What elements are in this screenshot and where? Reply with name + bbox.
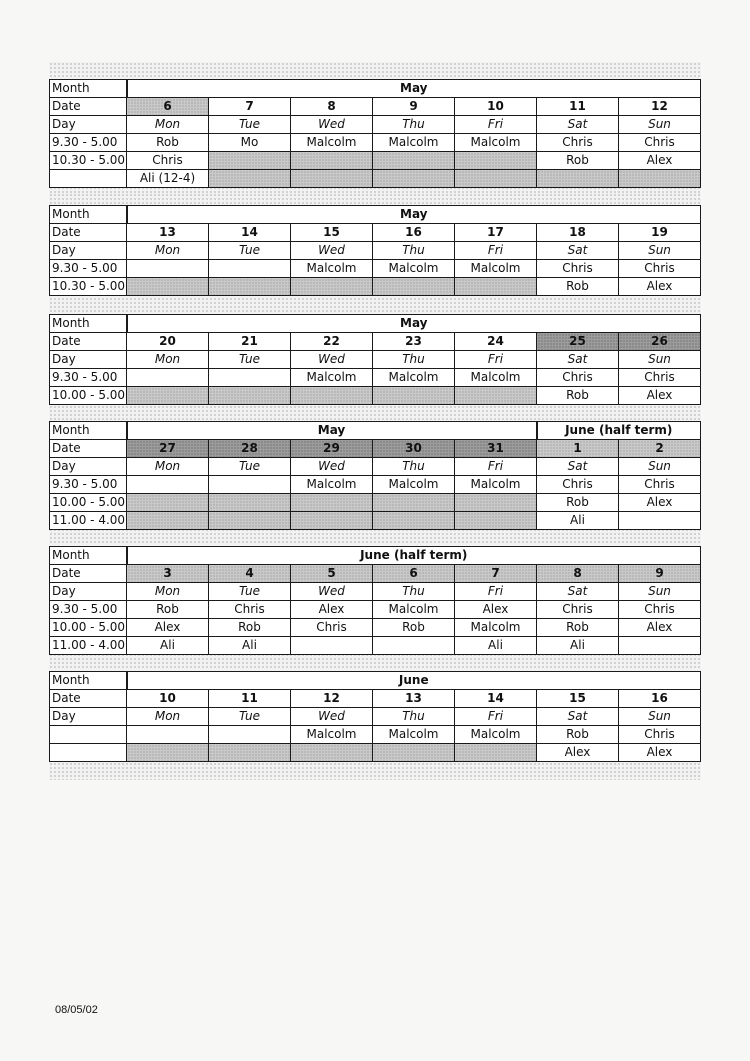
date-cell: 25 (537, 333, 619, 351)
date-row (50, 98, 701, 116)
date-cell: 11 (537, 98, 619, 116)
day-cell: Mon (127, 583, 209, 601)
rota-table (49, 421, 701, 530)
row-label: Date (50, 224, 127, 242)
staff-cell: Chris (619, 134, 701, 152)
month-row (50, 422, 701, 440)
row-label: Date (50, 690, 127, 708)
date-cell: 20 (127, 333, 209, 351)
staff-cell: Malcolm (373, 601, 455, 619)
day-cell: Thu (373, 242, 455, 260)
staff-cell (127, 260, 209, 278)
day-cell: Thu (373, 583, 455, 601)
staff-cell (127, 744, 209, 762)
staff-cell: Rob (537, 726, 619, 744)
day-cell: Sun (619, 242, 701, 260)
staff-cell: Ali (537, 512, 619, 530)
date-cell: 5 (291, 565, 373, 583)
staff-cell (291, 744, 373, 762)
shift-row (50, 726, 701, 744)
staff-cell: Malcolm (291, 476, 373, 494)
month-row (50, 206, 701, 224)
staff-cell: Malcolm (455, 134, 537, 152)
staff-cell (455, 494, 537, 512)
staff-cell: Ali (209, 637, 291, 655)
day-cell: Thu (373, 116, 455, 134)
date-cell: 10 (455, 98, 537, 116)
day-cell: Mon (127, 458, 209, 476)
staff-cell (209, 278, 291, 296)
staff-cell (373, 278, 455, 296)
row-label: 9.30 - 5.00 (50, 601, 127, 619)
shift-row (50, 637, 701, 655)
staff-cell: Rob (127, 134, 209, 152)
staff-cell: Alex (537, 744, 619, 762)
month-cell: June (127, 672, 701, 690)
date-cell: 18 (537, 224, 619, 242)
staff-cell: Malcolm (373, 260, 455, 278)
day-cell: Wed (291, 351, 373, 369)
staff-cell: Malcolm (291, 134, 373, 152)
day-cell: Mon (127, 351, 209, 369)
day-cell: Tue (209, 708, 291, 726)
day-cell: Sun (619, 708, 701, 726)
shift-row (50, 619, 701, 637)
row-label: 11.00 - 4.00 (50, 512, 127, 530)
staff-cell (127, 387, 209, 405)
date-row (50, 690, 701, 708)
staff-cell: Rob (537, 619, 619, 637)
staff-cell: Chris (619, 476, 701, 494)
date-cell: 22 (291, 333, 373, 351)
staff-cell (209, 152, 291, 170)
day-row (50, 242, 701, 260)
staff-cell: Alex (291, 601, 373, 619)
staff-cell (455, 387, 537, 405)
staff-cell (291, 170, 373, 188)
staff-cell: Chris (537, 601, 619, 619)
row-label: 10.00 - 5.00 (50, 494, 127, 512)
month-row (50, 547, 701, 565)
row-label: 10.30 - 5.00 (50, 278, 127, 296)
staff-cell: Chris (127, 152, 209, 170)
date-cell: 14 (455, 690, 537, 708)
print-date: 08/05/02 (55, 1004, 98, 1016)
staff-cell (291, 152, 373, 170)
staff-cell: Alex (619, 619, 701, 637)
row-label: Day (50, 708, 127, 726)
staff-cell: Alex (455, 601, 537, 619)
day-cell: Fri (455, 242, 537, 260)
date-row (50, 333, 701, 351)
row-label (50, 726, 127, 744)
month-cell: May (127, 315, 701, 333)
day-cell: Sun (619, 583, 701, 601)
date-cell: 9 (373, 98, 455, 116)
staff-cell (127, 369, 209, 387)
staff-cell: Malcolm (373, 134, 455, 152)
staff-cell: Chris (291, 619, 373, 637)
staff-cell (209, 170, 291, 188)
staff-cell (291, 387, 373, 405)
row-label: 10.00 - 5.00 (50, 619, 127, 637)
date-cell: 13 (127, 224, 209, 242)
shift-row (50, 134, 701, 152)
week-table-2 (49, 193, 701, 305)
staff-cell (209, 387, 291, 405)
date-row (50, 565, 701, 583)
staff-cell (291, 637, 373, 655)
date-cell: 9 (619, 565, 701, 583)
day-cell: Thu (373, 458, 455, 476)
row-label: Date (50, 565, 127, 583)
rota-table (49, 671, 701, 762)
staff-cell (455, 170, 537, 188)
staff-cell (619, 170, 701, 188)
date-cell: 27 (127, 440, 209, 458)
shift-row (50, 601, 701, 619)
date-cell: 28 (209, 440, 291, 458)
staff-cell: Ali (455, 637, 537, 655)
staff-cell (209, 744, 291, 762)
staff-cell: Malcolm (373, 476, 455, 494)
day-cell: Thu (373, 351, 455, 369)
staff-cell: Malcolm (291, 260, 373, 278)
shift-row (50, 387, 701, 405)
day-cell: Tue (209, 583, 291, 601)
day-cell: Sun (619, 458, 701, 476)
row-label: 9.30 - 5.00 (50, 369, 127, 387)
day-cell: Sat (537, 458, 619, 476)
staff-cell: Chris (619, 601, 701, 619)
staff-cell (209, 726, 291, 744)
day-cell: Tue (209, 351, 291, 369)
day-cell: Sat (537, 351, 619, 369)
row-label: Month (50, 672, 127, 690)
staff-cell: Malcolm (455, 619, 537, 637)
month-cell: May (127, 80, 701, 98)
day-cell: Wed (291, 242, 373, 260)
day-cell: Wed (291, 458, 373, 476)
day-cell: Fri (455, 351, 537, 369)
date-cell: 12 (619, 98, 701, 116)
day-row (50, 351, 701, 369)
staff-cell: Alex (619, 278, 701, 296)
date-cell: 7 (455, 565, 537, 583)
staff-cell: Malcolm (455, 726, 537, 744)
day-cell: Wed (291, 583, 373, 601)
week-table-3 (49, 305, 701, 420)
staff-cell: Chris (537, 476, 619, 494)
staff-cell (455, 512, 537, 530)
day-cell: Fri (455, 116, 537, 134)
date-cell: 1 (537, 440, 619, 458)
date-cell: 16 (619, 690, 701, 708)
staff-cell: Ali (12-4) (127, 170, 209, 188)
date-cell: 17 (455, 224, 537, 242)
date-cell: 12 (291, 690, 373, 708)
day-cell: Mon (127, 116, 209, 134)
month-row (50, 80, 701, 98)
date-cell: 24 (455, 333, 537, 351)
day-cell: Mon (127, 242, 209, 260)
date-cell: 15 (291, 224, 373, 242)
day-cell: Sat (537, 116, 619, 134)
date-cell: 21 (209, 333, 291, 351)
day-cell: Sat (537, 708, 619, 726)
date-cell: 8 (537, 565, 619, 583)
day-cell: Tue (209, 116, 291, 134)
date-cell: 15 (537, 690, 619, 708)
staff-cell: Alex (619, 152, 701, 170)
day-cell: Thu (373, 708, 455, 726)
date-cell: 2 (619, 440, 701, 458)
staff-cell: Chris (619, 260, 701, 278)
staff-cell (209, 260, 291, 278)
staff-cell: Ali (537, 637, 619, 655)
staff-cell (291, 512, 373, 530)
row-label: Day (50, 242, 127, 260)
staff-cell (127, 278, 209, 296)
day-cell: Fri (455, 458, 537, 476)
month-cell: June (half term) (537, 422, 701, 440)
row-label: Month (50, 547, 127, 565)
row-label: Day (50, 351, 127, 369)
month-row (50, 672, 701, 690)
date-cell: 6 (127, 98, 209, 116)
row-label (50, 744, 127, 762)
staff-cell (373, 170, 455, 188)
week-table-6 (49, 670, 701, 780)
staff-cell (291, 494, 373, 512)
staff-cell (209, 512, 291, 530)
day-cell: Wed (291, 708, 373, 726)
staff-cell (373, 637, 455, 655)
staff-cell: Rob (209, 619, 291, 637)
staff-cell: Malcolm (455, 476, 537, 494)
staff-cell: Malcolm (373, 369, 455, 387)
date-cell: 23 (373, 333, 455, 351)
row-label: 9.30 - 5.00 (50, 260, 127, 278)
day-cell: Tue (209, 242, 291, 260)
row-label: Day (50, 458, 127, 476)
week-table-1 (49, 62, 701, 193)
staff-cell (209, 476, 291, 494)
shift-row (50, 170, 701, 188)
staff-cell: Rob (537, 152, 619, 170)
staff-cell (373, 387, 455, 405)
rota-table (49, 205, 701, 296)
row-label: Month (50, 80, 127, 98)
date-cell: 30 (373, 440, 455, 458)
staff-cell (209, 494, 291, 512)
day-cell: Tue (209, 458, 291, 476)
row-label: 9.30 - 5.00 (50, 476, 127, 494)
row-label (50, 170, 127, 188)
day-cell: Wed (291, 116, 373, 134)
row-label: Month (50, 206, 127, 224)
day-row (50, 583, 701, 601)
date-cell: 19 (619, 224, 701, 242)
staff-cell: Rob (537, 278, 619, 296)
staff-cell (127, 726, 209, 744)
month-cell: June (half term) (127, 547, 701, 565)
row-label: Month (50, 315, 127, 333)
week-table-4 (49, 420, 701, 545)
week-table-5 (49, 545, 701, 670)
staff-cell: Mo (209, 134, 291, 152)
day-cell: Fri (455, 583, 537, 601)
staff-cell: Alex (127, 619, 209, 637)
staff-cell (455, 152, 537, 170)
staff-cell (373, 512, 455, 530)
date-row (50, 440, 701, 458)
staff-cell (619, 512, 701, 530)
staff-cell: Chris (537, 369, 619, 387)
date-cell: 16 (373, 224, 455, 242)
staff-cell: Malcolm (291, 369, 373, 387)
staff-cell (127, 476, 209, 494)
day-cell: Sat (537, 242, 619, 260)
staff-cell (127, 494, 209, 512)
date-row (50, 224, 701, 242)
day-cell: Sun (619, 351, 701, 369)
row-label: Month (50, 422, 127, 440)
staff-cell: Malcolm (455, 369, 537, 387)
month-row (50, 315, 701, 333)
staff-cell: Alex (619, 494, 701, 512)
rota-table (49, 79, 701, 188)
date-cell: 31 (455, 440, 537, 458)
row-label: 10.30 - 5.00 (50, 152, 127, 170)
staff-cell (373, 744, 455, 762)
row-label: 9.30 - 5.00 (50, 134, 127, 152)
date-cell: 26 (619, 333, 701, 351)
row-label: Date (50, 98, 127, 116)
staff-cell: Malcolm (373, 726, 455, 744)
shift-row (50, 494, 701, 512)
row-label: Day (50, 116, 127, 134)
staff-cell (373, 152, 455, 170)
shift-row (50, 152, 701, 170)
row-label: Date (50, 440, 127, 458)
staff-cell: Ali (127, 637, 209, 655)
rota-table (49, 546, 701, 655)
staff-cell: Rob (127, 601, 209, 619)
staff-cell: Malcolm (291, 726, 373, 744)
row-label: Day (50, 583, 127, 601)
date-cell: 14 (209, 224, 291, 242)
staff-cell: Alex (619, 744, 701, 762)
rota-table (49, 314, 701, 405)
staff-cell (291, 278, 373, 296)
staff-cell (455, 744, 537, 762)
staff-cell: Rob (537, 494, 619, 512)
month-cell: May (127, 422, 537, 440)
date-cell: 7 (209, 98, 291, 116)
staff-cell (209, 369, 291, 387)
date-cell: 11 (209, 690, 291, 708)
day-cell: Sat (537, 583, 619, 601)
day-row (50, 708, 701, 726)
shift-row (50, 476, 701, 494)
staff-cell: Chris (619, 726, 701, 744)
staff-cell (619, 637, 701, 655)
date-cell: 10 (127, 690, 209, 708)
row-label: Date (50, 333, 127, 351)
shift-row (50, 260, 701, 278)
day-cell: Mon (127, 708, 209, 726)
row-label: 11.00 - 4.00 (50, 637, 127, 655)
date-cell: 6 (373, 565, 455, 583)
date-cell: 3 (127, 565, 209, 583)
staff-cell: Chris (209, 601, 291, 619)
staff-cell: Alex (619, 387, 701, 405)
staff-cell: Rob (537, 387, 619, 405)
staff-cell: Chris (537, 134, 619, 152)
staff-cell (537, 170, 619, 188)
day-cell: Sun (619, 116, 701, 134)
day-row (50, 458, 701, 476)
staff-cell (455, 278, 537, 296)
row-label: 10.00 - 5.00 (50, 387, 127, 405)
staff-cell (127, 512, 209, 530)
shift-row (50, 512, 701, 530)
month-cell: May (127, 206, 701, 224)
staff-cell: Rob (373, 619, 455, 637)
staff-cell: Chris (619, 369, 701, 387)
shift-row (50, 744, 701, 762)
date-cell: 13 (373, 690, 455, 708)
date-cell: 8 (291, 98, 373, 116)
staff-cell: Chris (537, 260, 619, 278)
day-row (50, 116, 701, 134)
date-cell: 29 (291, 440, 373, 458)
day-cell: Fri (455, 708, 537, 726)
staff-cell (373, 494, 455, 512)
shift-row (50, 369, 701, 387)
shift-row (50, 278, 701, 296)
date-cell: 4 (209, 565, 291, 583)
staff-cell: Malcolm (455, 260, 537, 278)
